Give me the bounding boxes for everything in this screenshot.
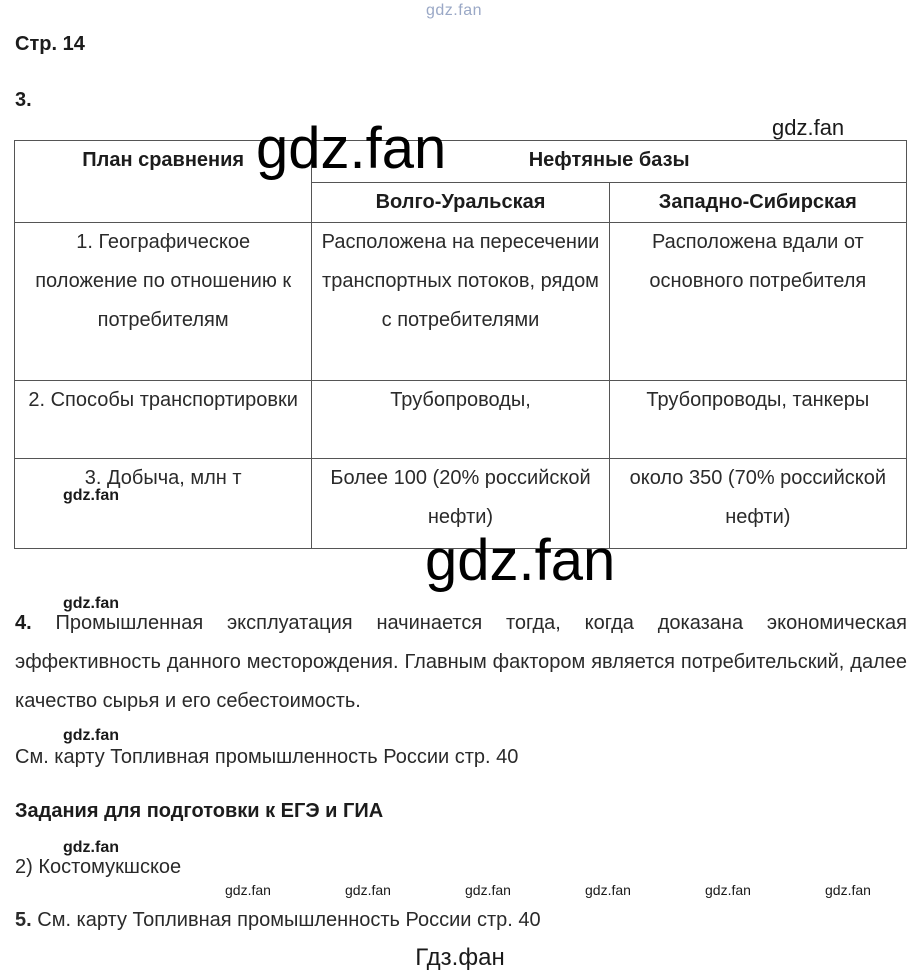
header-west-siberian: Западно-Сибирская bbox=[609, 183, 906, 223]
watermark-small: gdz.fan bbox=[63, 487, 119, 504]
row-criterion: 1. Географическое положение по отношению к потребителям bbox=[15, 223, 312, 381]
watermark-small: gdz.fan bbox=[63, 595, 119, 612]
row-west-value: Расположена вдали от основного потребителя bbox=[609, 223, 906, 381]
row-west-value: около 350 (70% российской нефти) bbox=[609, 459, 906, 549]
watermark-footer: Гдз.фан bbox=[415, 944, 505, 971]
task-3-number: 3. bbox=[15, 89, 32, 111]
watermark-row-item: gdz.fan bbox=[585, 882, 631, 898]
comparison-table bbox=[14, 140, 907, 549]
watermark-row-item: gdz.fan bbox=[465, 882, 511, 898]
row-criterion: 2. Способы транспортировки bbox=[15, 381, 312, 459]
table-row bbox=[15, 223, 907, 381]
watermark-small: gdz.fan bbox=[63, 839, 119, 856]
table-row bbox=[15, 381, 907, 459]
watermark-small: gdz.fan bbox=[63, 727, 119, 744]
watermark-row-item: gdz.fan bbox=[345, 882, 391, 898]
watermark-row-item: gdz.fan bbox=[705, 882, 751, 898]
table-header-row bbox=[15, 141, 907, 183]
watermark-top: gdz.fan bbox=[426, 2, 482, 19]
task-4-number: 4. bbox=[15, 612, 32, 634]
task-5-text: См. карту Топливная промышленность России стр. 40 bbox=[37, 909, 541, 931]
page-number-label: Стр. 14 bbox=[15, 33, 85, 55]
row-volga-value: Более 100 (20% российской нефти) bbox=[312, 459, 609, 549]
answer-2: 2) Костомукшское bbox=[15, 856, 182, 878]
header-volga-ural: Волго-Уральская bbox=[312, 183, 609, 223]
task-5-line bbox=[15, 909, 541, 932]
row-west-value: Трубопроводы, танкеры bbox=[609, 381, 906, 459]
watermark-row-item: gdz.fan bbox=[825, 882, 871, 898]
row-volga-value: Расположена на пересечении транспортных потоков, рядом с потребителями bbox=[312, 223, 609, 381]
watermark-large: gdz.fan bbox=[256, 116, 447, 181]
task-4-text: Промышленная эксплуатация начинается тогда, когда доказана экономическая эффективность данного месторождения. Главным фактором является потребительский, далее качество сырья и его себестоимость. bbox=[15, 612, 907, 712]
task-4-paragraph bbox=[15, 604, 907, 721]
header-plan: План сравнения bbox=[15, 141, 312, 223]
row-criterion: 3. Добыча, млн т bbox=[15, 459, 312, 549]
task-5-number: 5. bbox=[15, 909, 32, 931]
row-volga-value: Трубопроводы, bbox=[312, 381, 609, 459]
watermark-row-item: gdz.fan bbox=[225, 882, 271, 898]
watermark-medium: gdz.fan bbox=[772, 115, 845, 140]
map-note: См. карту Топливная промышленность России стр. 40 bbox=[15, 746, 519, 768]
exam-section-title: Задания для подготовки к ЕГЭ и ГИА bbox=[15, 800, 384, 822]
header-oil-bases: Нефтяные базы bbox=[312, 141, 907, 183]
watermark-large: gdz.fan bbox=[425, 528, 616, 593]
